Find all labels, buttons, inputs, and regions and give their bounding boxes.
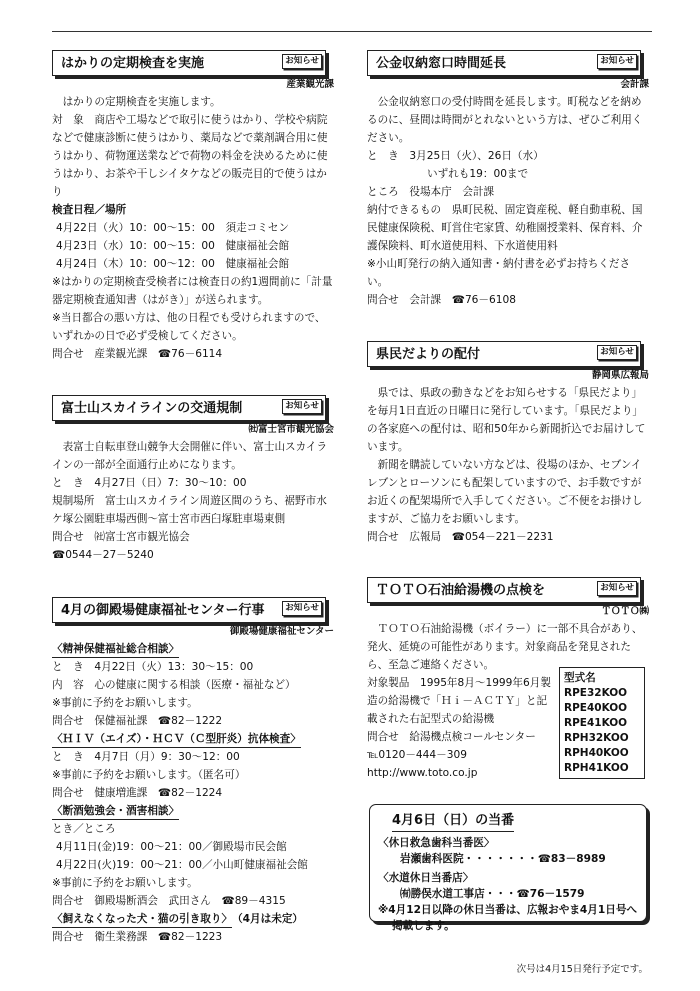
model-item: RPE32KOO bbox=[564, 687, 628, 699]
schedule-item: 4月22日（火）10：00～15：00 須走コミセン bbox=[56, 222, 290, 234]
notice-badge: お知らせ bbox=[282, 601, 322, 616]
contact: 問合せ 給湯機点検コールセンター bbox=[367, 731, 536, 743]
contact-phone: ℡0120－444－309 bbox=[367, 749, 467, 761]
note: ※事前に予約をお願いします。 bbox=[52, 697, 198, 709]
section-heading: 〈断酒勉強会・酒害相談〉 bbox=[52, 803, 179, 820]
article-dept: ㈳富士宮市観光協会 bbox=[248, 424, 334, 435]
note: ※はかりの定期検査受検者には検査日の約1週間前に「計量器定期検査通知書（はがき）」が送られます。 bbox=[52, 276, 333, 306]
duty-title: 4月6日（日）の当番 bbox=[392, 811, 514, 832]
model-item: RPH32KOO bbox=[564, 732, 629, 744]
schedule-item: 4月11日(金)19：00～21：00／御殿場市民会館 bbox=[56, 841, 287, 853]
article-title-text: 4月の御殿場健康福祉センター行事 bbox=[61, 603, 265, 618]
note: ※小山町発行の納入通知書・納付書を必ずお持ちください。 bbox=[367, 258, 631, 288]
article-title-text: 県民だよりの配付 bbox=[376, 347, 481, 362]
section-heading-note: （4月は未定） bbox=[232, 913, 304, 925]
duty-entry: 岩瀬歯科医院・・・・・・・☎83－8989 bbox=[400, 853, 606, 865]
article-header bbox=[52, 597, 334, 640]
article-header bbox=[367, 341, 649, 384]
contact: 問合せ 会計課 ☎76－6108 bbox=[367, 294, 516, 306]
article-header bbox=[367, 50, 649, 93]
duty-section-heading: 〈休日救急歯科当番医〉 bbox=[378, 837, 495, 849]
restriction-area: 規制場所 富士山スカイライン周遊区間のうち、裾野市水ケ塚公園駐車場西側～富士宮市西臼塚駐車場東側 bbox=[52, 495, 327, 525]
datetime: と き 3月25日（火）、26日（水） bbox=[367, 150, 544, 162]
contact: 問合せ 保健福祉課 ☎82－1222 bbox=[52, 715, 223, 727]
schedule-item: 4月22日(火)19：00～21：00／小山町健康福祉会館 bbox=[56, 859, 308, 871]
intro: ＴＯＴＯ石油給湯機（ボイラー）に一部不具合があり、発火、延焼の可能性があります。対象商品を発見されたら、至急ご連絡ください。 bbox=[367, 623, 643, 671]
article-header bbox=[52, 50, 334, 93]
payable-items: 納付できるもの 県町民税、固定資産税、軽自動車税、国民健康保険税、町営住宅家賃、幼稚園授業料、保育料、介護保険料、町水道使用料、下水道使用料 bbox=[367, 204, 643, 252]
next-issue-note: 次号は4月15日発行予定です。 bbox=[516, 964, 648, 975]
schedule-item: 4月24日（木）10：00～12：00 健康福祉会館 bbox=[56, 258, 290, 270]
datetime: と き 4月7日（月）9：30～12：00 bbox=[52, 751, 240, 763]
location: ところ 役場本庁 会計課 bbox=[367, 186, 495, 198]
datetime: と き 4月22日（火）13：30～15：00 bbox=[52, 661, 254, 673]
section-heading: 〈飼えなくなった犬・猫の引き取り〉 bbox=[52, 911, 232, 928]
model-item: RPH41KOO bbox=[564, 762, 629, 774]
model-list-title: 型式名 bbox=[564, 672, 596, 684]
duty-note: ※4月12日以降の休日当番は、広報おやま4月1日号へ掲載します。 bbox=[378, 904, 638, 932]
intro: 公金収納窓口の受付時間を延長します。町税などを納めるのに、昼間は時間がとれないという方は、ぜひご利用ください。 bbox=[367, 96, 643, 144]
when-where-label: とき／ところ bbox=[52, 823, 116, 835]
model-item: RPE41KOO bbox=[564, 717, 628, 729]
article-scale-inspection bbox=[52, 50, 334, 363]
article-dept: 御殿場健康福祉センター bbox=[229, 626, 334, 637]
article-dept: 会計課 bbox=[620, 79, 649, 90]
article-dept: 静岡県広報局 bbox=[591, 370, 649, 381]
model-item: RPH40KOO bbox=[564, 747, 629, 759]
article-kenmin-dayori bbox=[367, 341, 649, 546]
article-title-text: はかりの定期検査を実施 bbox=[61, 56, 205, 71]
paragraph: 県では、県政の動きなどをお知らせする「県民だより」を毎月1日直近の日曜日に発行しています。「県民だより」の各家庭への配付は、昭和50年から新聞折込でお届けしています。 bbox=[367, 387, 646, 453]
section-heading: 〈ＨＩＶ（エイズ）・ＨＣＶ（Ｃ型肝炎）抗体検査〉 bbox=[52, 731, 301, 748]
contact: 問合せ 健康増進課 ☎82－1224 bbox=[52, 787, 223, 799]
article-header bbox=[52, 395, 334, 438]
note: ※当日都合の悪い方は、他の日程でも受けられますので、いずれかの日で必ず受検してください。 bbox=[52, 312, 326, 342]
duty-entry: ㈲勝俣水道工事店・・・☎76－1579 bbox=[400, 888, 585, 900]
top-rule bbox=[52, 31, 652, 32]
article-title-text: 富士山スカイラインの交通規制 bbox=[61, 401, 243, 416]
datetime-note: いずれも19：00まで bbox=[427, 168, 529, 180]
holiday-duty-box bbox=[369, 804, 647, 932]
website-link[interactable]: http://www.toto.co.jp bbox=[367, 767, 478, 779]
contact: 問合せ 産業観光課 ☎76－6114 bbox=[52, 348, 223, 360]
section-heading: 〈精神保健福祉総合相談〉 bbox=[52, 641, 179, 658]
contact: 問合せ 広報局 ☎054－221－2231 bbox=[367, 531, 554, 543]
notice-badge: お知らせ bbox=[597, 345, 637, 360]
model-list-box bbox=[559, 667, 645, 779]
article-dept: ＴＯＴＯ㈱ bbox=[601, 606, 649, 617]
datetime: と き 4月27日（日）7：30～10：00 bbox=[52, 477, 247, 489]
contact: 問合せ 衛生業務課 ☎82－1223 bbox=[52, 931, 223, 943]
contact: 問合せ ㈳富士宮市観光協会 bbox=[52, 531, 190, 543]
notice-badge: お知らせ bbox=[282, 399, 322, 414]
model-item: RPE40KOO bbox=[564, 702, 628, 714]
schedule-item: 4月23日（水）10：00～15：00 健康福祉会館 bbox=[56, 240, 290, 252]
content: 内 容 心の健康に関する相談（医療・福祉など） bbox=[52, 679, 296, 691]
paragraph: 新聞を購読していない方などは、役場のほか、セブンイレブンとローソンにも配架していますので、お手数ですがお近くの配架場所で入手してください。ご不便をお掛けしますが、ご協力をお願いします。 bbox=[367, 459, 643, 525]
article-payment-window bbox=[367, 50, 649, 309]
notice-badge: お知らせ bbox=[597, 54, 637, 69]
notice-badge: お知らせ bbox=[282, 54, 322, 69]
article-skyline-traffic bbox=[52, 395, 334, 564]
article-dept: 産業観光課 bbox=[286, 79, 334, 90]
target: 対 象 商店や工場などで取引に使うはかり、学校や病院などで健康診断に使うはかり、薬局などで薬剤調合用に使うはかり、荷物運送業などで荷物の料金を決めるために使うはかり、お茶や干しシイタケなどの販売目的で使うはかり bbox=[52, 114, 328, 198]
article-title-text: ＴＯＴＯ石油給湯機の点検を bbox=[376, 583, 546, 598]
note: ※事前に予約をお願いします。 bbox=[52, 877, 198, 889]
contact: 問合せ 御殿場断酒会 武田さん ☎89－4315 bbox=[52, 895, 286, 907]
note: ※事前に予約をお願いします。（匿名可） bbox=[52, 769, 246, 781]
target-products: 対象製品 1995年8月～1999年6月製造の給湯機で「Ｈｉ－ＡＣＴＹ」と記載された右記型式の給湯機 bbox=[367, 677, 551, 725]
article-toto-heater bbox=[367, 577, 649, 782]
article-header bbox=[367, 577, 649, 620]
notice-badge: お知らせ bbox=[597, 581, 637, 596]
intro: はかりの定期検査を実施します。 bbox=[62, 96, 221, 108]
intro: 表富士自転車登山競争大会開催に伴い、富士山スカイラインの一部が全面通行止めになります。 bbox=[52, 441, 328, 471]
article-title-text: 公金収納窓口時間延長 bbox=[376, 56, 507, 71]
contact-phone: ☎0544－27－5240 bbox=[52, 549, 154, 561]
article-health-center bbox=[52, 597, 334, 946]
duty-section-heading: 〈水道休日当番店〉 bbox=[378, 872, 474, 884]
schedule-label: 検査日程／場所 bbox=[52, 204, 127, 216]
